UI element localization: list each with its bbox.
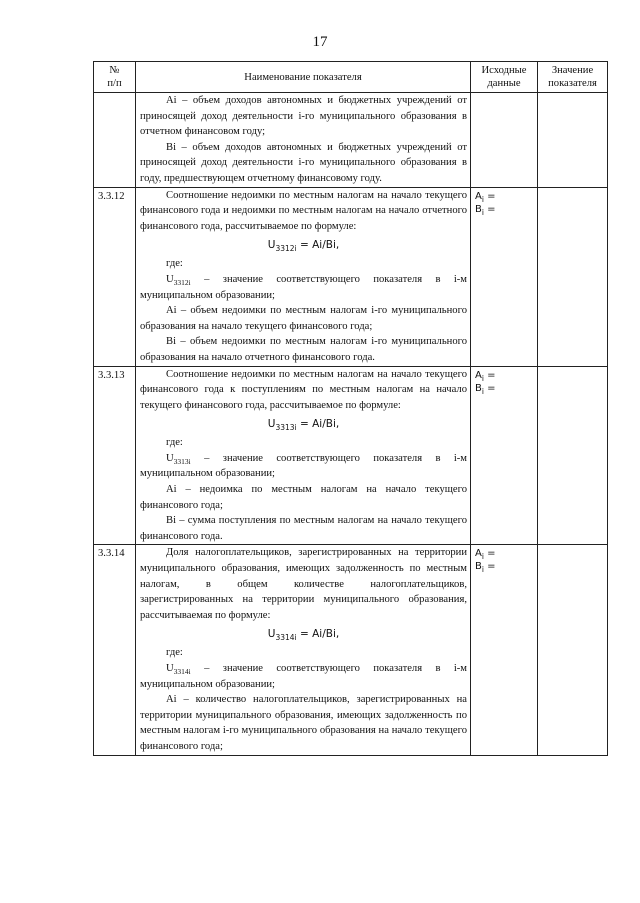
- header-source: [471, 62, 538, 93]
- indicator-intro: Соотношение недоимки по местным налогам на начало текущего финансового года и недоимки по местным налогам на начало отчетного финансового года, рассчитываемое по формуле:: [140, 189, 467, 232]
- formula-subscript: 3312i: [275, 244, 297, 254]
- def-subscript: 3313i: [173, 456, 191, 466]
- formula-expression: = Ai/Bi,: [296, 418, 340, 431]
- definition-a: Ai – объем недоимки по местным налогам i-го муниципального образования на начало текущего финансового года;: [140, 305, 467, 332]
- page-number: 17: [312, 34, 328, 50]
- header-source-line1: Исходные: [481, 65, 527, 76]
- source-a: [475, 190, 534, 203]
- definition-a: Ai – недоимка по местным налогам на начало текущего финансового года;: [140, 484, 467, 511]
- source-a-symbol: A: [475, 190, 482, 202]
- formula: [140, 238, 467, 252]
- table-header-row: [94, 62, 608, 93]
- def-symbol: U: [166, 663, 174, 674]
- row-number: 3.3.14: [94, 545, 136, 755]
- def-subscript: 3312i: [173, 278, 191, 288]
- formula: [140, 417, 467, 431]
- source-eq: =: [483, 382, 496, 394]
- formula: [140, 627, 467, 641]
- formula-expression: = Ai/Bi,: [296, 239, 340, 252]
- header-number-line1: №: [109, 65, 120, 76]
- header-number-line2: п/п: [107, 78, 122, 89]
- table-row: [94, 93, 608, 188]
- header-name: Наименование показателя: [136, 62, 471, 93]
- source-a: [475, 547, 534, 560]
- def-text: – значение соответствующего показателя в i-м муниципальном образовании;: [140, 273, 467, 301]
- definition-a: Ai – количество налогоплательщиков, зарегистрированных на территории муниципального образования, имеющих задолженность по местным налогам i-го муниципального образования на начало текущего финансового года;: [140, 694, 467, 752]
- definition-u: [140, 272, 467, 303]
- source-subscript: i: [481, 565, 484, 575]
- where-label: где:: [166, 437, 183, 449]
- formula-expression: = Ai/Bi,: [296, 628, 340, 641]
- source-eq: =: [483, 561, 496, 573]
- source-eq: =: [483, 548, 496, 560]
- indicator-description: [136, 366, 471, 545]
- row-number: [94, 93, 136, 188]
- source-b: [475, 203, 534, 216]
- where-label: где:: [166, 647, 183, 659]
- indicator-description: [136, 187, 471, 366]
- header-source-line2: данные: [487, 78, 521, 89]
- def-symbol: U: [166, 273, 174, 285]
- source-subscript: i: [481, 552, 484, 562]
- source-data: [471, 545, 538, 755]
- indicators-table: [93, 61, 608, 756]
- source-eq: =: [483, 203, 496, 215]
- definition-u: [140, 451, 467, 482]
- definition-a: Ai – объем доходов автономных и бюджетных учреждений от приносящей доход деятельности i-го муниципального образования в отчетном финансовом году;: [140, 95, 467, 138]
- formula-subscript: 3313i: [275, 423, 297, 433]
- definition-b: Bi – объем недоимки по местным налогам i-го муниципального образования на начало отчетного финансового года.: [140, 336, 467, 363]
- def-text: – значение соответствующего показателя в i-м муниципальном образовании;: [140, 663, 467, 690]
- definition-u: [140, 661, 467, 692]
- source-eq: =: [483, 369, 496, 381]
- source-b: [475, 560, 534, 573]
- source-eq: =: [483, 190, 496, 202]
- source-subscript: i: [481, 386, 484, 396]
- source-a-symbol: A: [475, 548, 482, 560]
- indicator-description: [136, 93, 471, 188]
- indicator-intro: Соотношение недоимки по местным налогам на начало текущего финансового года к поступлениям по местным налогам на начало текущего финансового года, рассчитываемое по формуле:: [140, 368, 467, 411]
- row-number: 3.3.13: [94, 366, 136, 545]
- def-subscript: 3314i: [173, 667, 191, 677]
- header-number: [94, 62, 136, 93]
- formula-symbol: U: [267, 418, 276, 431]
- indicator-intro: Доля налогоплательщиков, зарегистрированных на территории муниципального образования, имеющих задолженность по местным налогам, в общем количестве налогоплательщиков, зарегистрированных на территории муниципального образования, рассчитываемая по формуле:: [140, 547, 467, 621]
- table-row: [94, 545, 608, 755]
- formula-symbol: U: [267, 628, 276, 641]
- header-value-line2: показателя: [548, 78, 597, 89]
- def-symbol: U: [166, 452, 174, 464]
- indicator-value: [538, 545, 608, 755]
- indicator-value: [538, 187, 608, 366]
- table-row: [94, 187, 608, 366]
- source-b-symbol: B: [475, 561, 482, 573]
- header-value: [538, 62, 608, 93]
- def-text: – значение соответствующего показателя в i-м муниципальном образовании;: [140, 452, 467, 480]
- header-value-line1: Значение: [551, 65, 594, 76]
- source-subscript: i: [481, 207, 484, 217]
- definition-b: Bi – сумма поступления по местным налогам на начало текущего финансового года.: [140, 515, 467, 542]
- indicator-value: [538, 366, 608, 545]
- where-label: где:: [166, 258, 183, 270]
- source-data: [471, 93, 538, 188]
- source-b-symbol: B: [475, 382, 482, 394]
- source-a-symbol: A: [475, 369, 482, 381]
- source-data: [471, 187, 538, 366]
- indicator-description: [136, 545, 471, 755]
- formula-subscript: 3314i: [275, 633, 297, 643]
- source-b-symbol: B: [475, 203, 482, 215]
- source-data: [471, 366, 538, 545]
- source-a: [475, 369, 534, 382]
- table-row: [94, 366, 608, 545]
- source-subscript: i: [481, 373, 484, 383]
- formula-symbol: U: [267, 239, 276, 252]
- source-b: [475, 382, 534, 395]
- source-subscript: i: [481, 194, 484, 204]
- definition-b: Bi – объем доходов автономных и бюджетных учреждений от приносящей доход деятельности i-го муниципального образования в году, предшествующем отчетному финансовому году.: [140, 141, 467, 184]
- indicator-value: [538, 93, 608, 188]
- row-number: 3.3.12: [94, 187, 136, 366]
